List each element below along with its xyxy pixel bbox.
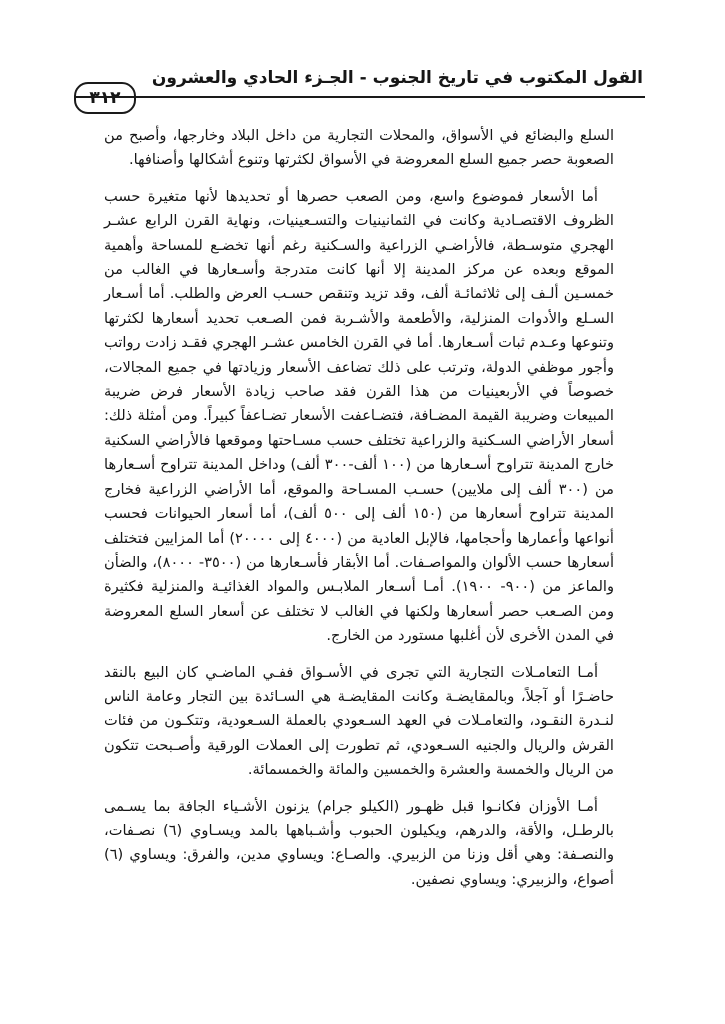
header-rule xyxy=(74,96,645,98)
running-title: القول المكتوب في تاريخ الجنوب - الجـزء الحادي والعشرون xyxy=(151,68,643,88)
paragraph: أما الأسعار فموضوع واسع، ومن الصعب حصرها أو تحديدها لأنها متغيرة حسب الظروف الاقتصـادية وكانت في الثمانينيات والتسـعينيات، ونهاية القرن الرابع عشـر الهجري متوسـطة، فالأراضـي الزراعية والسـكنية رغم أنها تخضـع للمساحة وأهمية الموقع وبعده عن مركز المدينة إلا أنها كانت متدرجة وأسـعارها في الغالب من خمسـين ألـف إلى ثلاثمائـة ألف، وقد تزيد وتنقص حسـب العرض والطلب. أما أسـعار السـلع والأدوات المنزلية، والأطعمة والأشـربة فمن الصـعب تحديد أسعارها لكثرتها وتنوعها وعـدم ثبات أسـعارها. أما في القرن الخامس عشـر الهجري فقـد زادت رواتب وأجور موظفي الدولة، وترتب على ذلك تضاعف الأسعار وزيادتها في جميع المجالات، خصوصاً في الأربعينيات من هذا القرن فقد صاحب زيادة الأسعار فرض ضريبة المبيعات وضريبة القيمة المضـافة، فتضـاعفت الأسعار تضـاعفاً كبيراً. ومن أمثلة ذلك: أسعار الأراضي السـكنية والزراعية تختلف حسب مسـاحتها وموقعها فالأراضي السكنية خارج المدينة تتراوح أسـعارها من (١٠٠ ألف-٣٠٠ ألف) وداخل المدينة تتراوح أسـعارها من (٣٠٠ ألف إلى ملايين) حسـب المسـاحة والموقع، أما الأراضي الزراعية فخارج المدينة تتراوح أسعارها من (١٥٠ ألف إلى ٥٠٠ ألف)، أما أسعار الحيوانات فحسب أنواعها وأعمارها وأحجامها، فالإبل العادية من (٤٠٠٠ إلى ٢٠٠٠٠) أما المزايين فتختلف أسعارها حسب الألوان والمواصـفات. أما الأبقار فأسـعارها من (٣٥٠٠- ٨٠٠٠)، والضأن والماعز من (٩٠٠- ١٩٠٠). أمـا أسـعار الملابـس والمواد الغذائيـة والمنزلية فكثيرة ومن الصـعب حصر أسعارها ولكنها في الغالب لا تختلف عن أسعار السلع المعروضة في المدن الأخرى لأن أغلبها مستورد من الخارج. xyxy=(104,187,615,645)
page-number: ٣١٢ xyxy=(74,82,136,114)
paragraph: أمـا التعامـلات التجارية التي تجرى في الأسـواق ففـي الماضـي كان البيع بالنقد حاضـرًا أو آجلاً، وبالمقايضـة وكانت المقايضـة هي السـائدة بين التجار وعامة الناس لنـدرة النقـود، والتعامـلات في العهد السـعودي بالعملة السـعودية، وتتكـون من فئات القرش والريال والجنيه السـعودي، ثم تطورت إلى العملات الورقية وأصـبحت تتكون من الريال والخمسة والعشرة والخمسين والمائة والخمسمائة. xyxy=(104,663,614,779)
running-header xyxy=(74,64,645,108)
paragraph: أمـا الأوزان فكانـوا قبل ظهـور (الكيلو جرام) يزنون الأشـياء الجافة بما يسـمى بالرطـل، والأقة، والدرهم، ويكيلون الحبوب وأشـباهها بالمد ويسـاوي (٦) نصـفات، والنصـفة: وهي أقل وزنا من الزبيري. والصـاع: ويساوي مدين، والفرق: ويساوي (٦) أصواع، والزبيري: ويساوي نصفين. xyxy=(104,797,614,888)
paragraph: السلع والبضائع في الأسواق، والمحلات التجارية من داخل البلاد وخارجها، وأصبح من الصعوبة حصر جميع السلع المعروضة في الأسواق لكثرتها وتنوع أشكالها وأصنافها. xyxy=(104,127,614,169)
page-body xyxy=(104,124,614,904)
